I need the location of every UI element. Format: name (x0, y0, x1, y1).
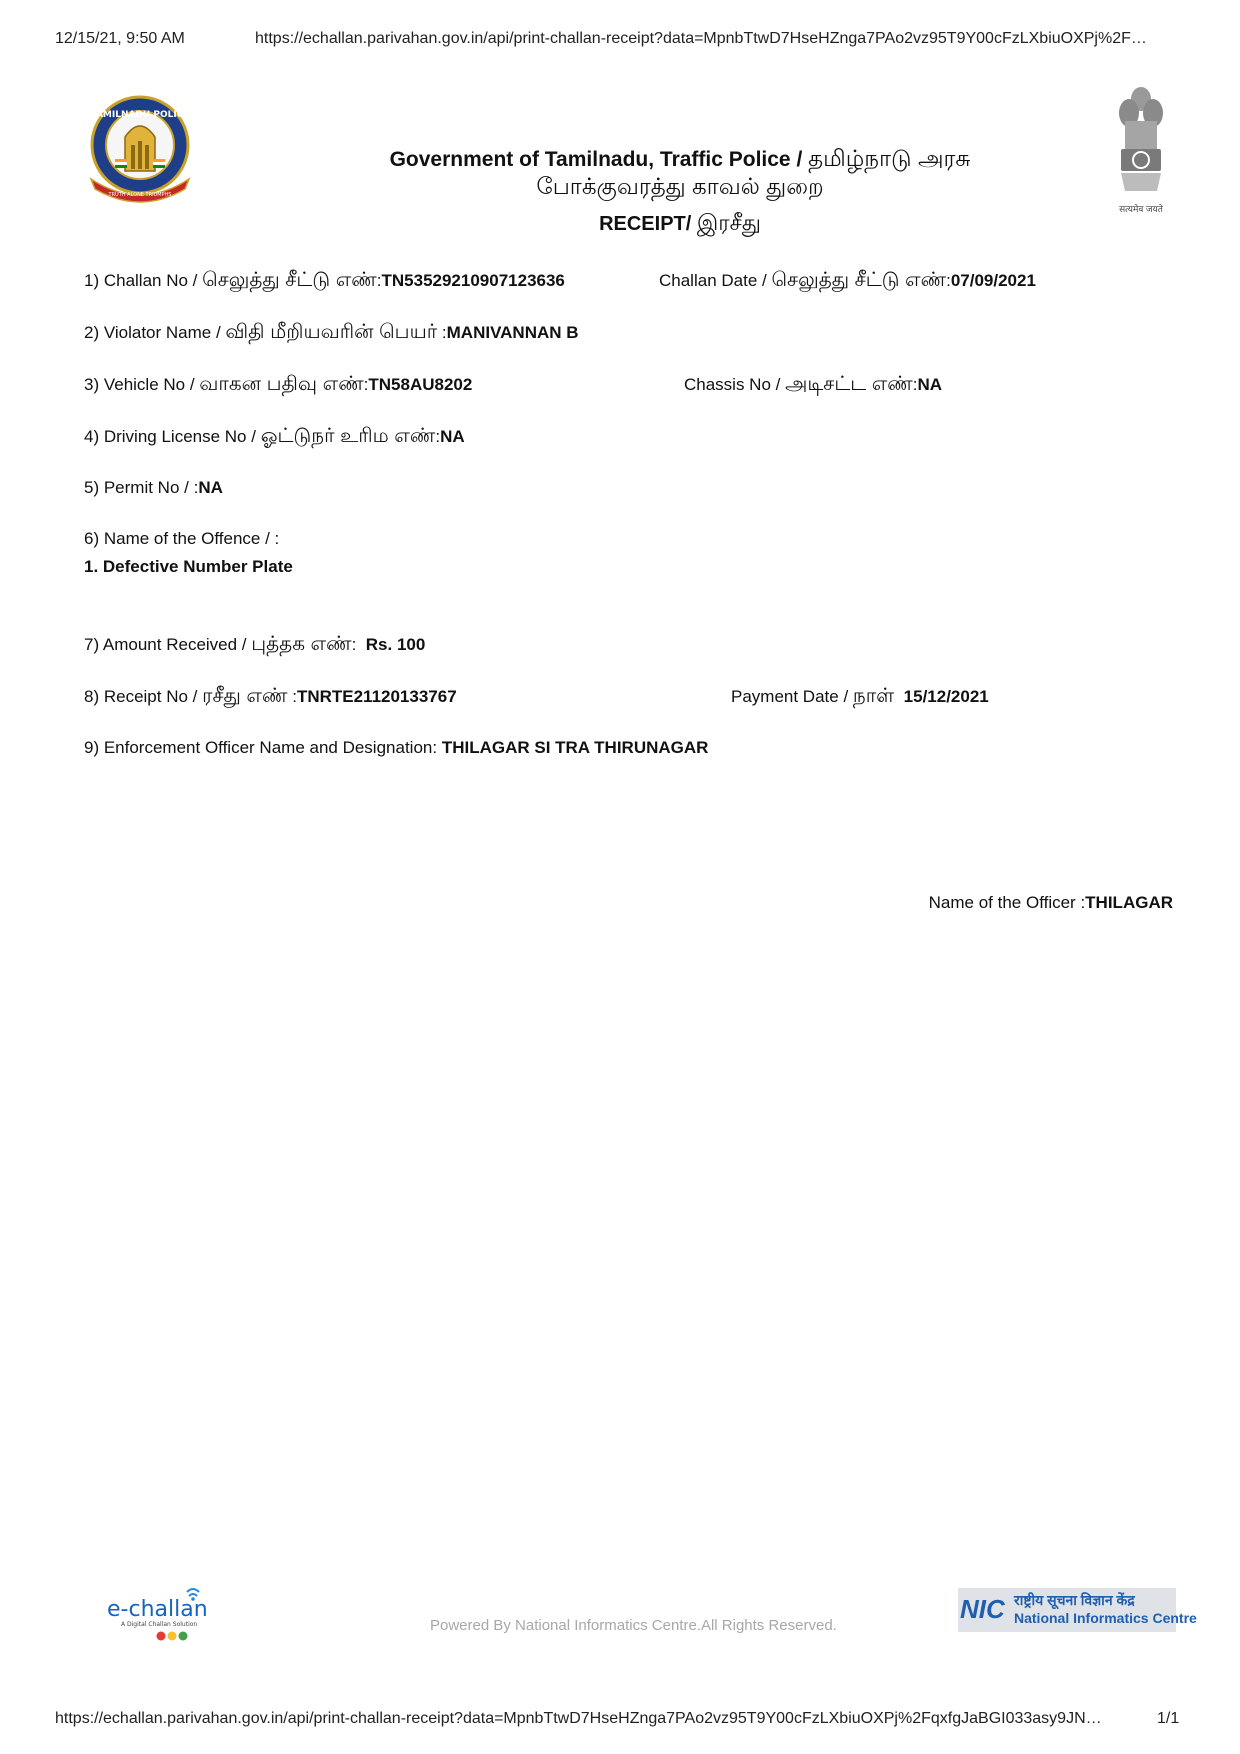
permit-value: NA (198, 478, 223, 497)
payment-date-label: Payment Date / (731, 687, 853, 706)
challan-no-label-tamil: செலுத்து சீட்டு எண் (202, 269, 377, 291)
receipt-title (330, 210, 1030, 239)
print-datetime: 12/15/21, 9:50 AM (55, 30, 185, 47)
left-logo-motto: TRUTH ALONE TRIUMPHS (108, 192, 172, 198)
amount-label-tamil: புத்தக எண் (251, 633, 352, 655)
chassis-label: Chassis No / (684, 375, 786, 394)
violator-label: 2) Violator Name / (84, 323, 226, 342)
driving-license-label-tamil: ஓட்டுநர் உரிம எண் (260, 425, 436, 447)
payment-date-row (731, 685, 989, 710)
challan-date-label: Challan Date / (659, 271, 772, 290)
page-number: 1/1 (1157, 1710, 1180, 1727)
challan-no-row: 1) Challan No / செலுத்து சீட்டு எண்:TN53529210907123636 (84, 269, 565, 291)
echallan-logo-text: e-challan (107, 1597, 208, 1622)
heading-english: Government of Tamilnadu, Traffic Police / (389, 148, 809, 171)
amount-label: 7) Amount Received / (84, 635, 252, 654)
officer-signature-label: Name of the Officer : (928, 893, 1086, 912)
print-url: https://echallan.parivahan.gov.in/api/print-challan-receipt?data=MpnbTtwD7HseHZnga7PAo2vz95T9Y00cFzLXbiuOXPj%2F… (255, 30, 1147, 47)
officer-signature-value: THILAGAR (1085, 893, 1173, 912)
driving-license-row: 4) Driving License No / ஓட்டுநர் உரிம எண்:NA (84, 425, 465, 447)
offence-label: 6) Name of the Offence / : (84, 529, 280, 548)
officer-row (84, 738, 708, 758)
challan-date-row: Challan Date / செலுத்து சீட்டு எண்:07/09/2021 (659, 269, 1036, 291)
violator-row: 2) Violator Name / விதி மீறியவரின் பெயர் :MANIVANNAN B (84, 321, 579, 343)
vehicle-row: 3) Vehicle No / வாகன பதிவு எண்:TN58AU8202 (84, 373, 473, 395)
tamilnadu-police-logo (85, 93, 195, 203)
challan-no-value: TN53529210907123636 (381, 271, 565, 290)
amount-row: 7) Amount Received / புத்தக எண்: Rs. 100 (84, 633, 426, 655)
print-footer-url: https://echallan.parivahan.gov.in/api/print-challan-receipt?data=MpnbTtwD7HseHZnga7PAo2vz95T9Y00cFzLXbiuOXPj%2FqxfgJaBGI033asy9JN… (55, 1710, 1102, 1727)
echallan-logo (105, 1586, 215, 1648)
vehicle-label-tamil: வாகன பதிவு எண் (199, 373, 364, 395)
echallan-tagline: A Digital Challan Solution (121, 1621, 198, 1628)
heading-tamil-1: தமிழ்நாடு அரசு (808, 145, 971, 171)
receipt-no-label: 8) Receipt No / (84, 687, 203, 706)
nic-hindi: राष्ट्रीय सूचना विज्ञान केंद्र (1014, 1592, 1135, 1608)
emblem-motto: सत्यमेव जयते (1119, 204, 1163, 214)
receipt-title-tamil: இரசீது (696, 210, 761, 235)
chassis-label-tamil: அடிசட்ட எண் (785, 373, 913, 395)
challan-no-label: 1) Challan No / (84, 271, 203, 290)
offence-value: 1. Defective Number Plate (84, 557, 293, 576)
payment-date-value: 15/12/2021 (903, 687, 989, 706)
receipt-no-label-tamil: ரசீது எண் (202, 685, 288, 707)
heading-line-2: போக்குவரத்து காவல் துறை (536, 173, 824, 199)
vehicle-label: 3) Vehicle No / (84, 375, 200, 394)
challan-date-label-tamil: செலுத்து சீட்டு எண் (771, 269, 947, 291)
permit-row (84, 478, 223, 498)
national-emblem-logo (1113, 83, 1169, 213)
left-logo-text: TAMILNADU POLICE (90, 110, 190, 120)
payment-date-label-tamil: நாள் (852, 685, 895, 707)
nic-mark: NIC (960, 1594, 1005, 1624)
receipt-no-value: TNRTE21120133767 (296, 687, 457, 706)
heading-line-1 (330, 145, 1030, 175)
chassis-value: NA (917, 375, 943, 394)
vehicle-value: TN58AU8202 (368, 375, 473, 394)
violator-label-tamil: விதி மீறியவரின் பெயர் (225, 321, 438, 343)
permit-label: 5) Permit No / : (84, 478, 199, 497)
nic-english: National Informatics Centre (1014, 1610, 1197, 1626)
chassis-row: Chassis No / அடிசட்ட எண்:NA (684, 373, 943, 395)
officer-value: THILAGAR SI TRA THIRUNAGAR (441, 738, 709, 757)
officer-signature (929, 893, 1173, 913)
challan-date-value: 07/09/2021 (950, 271, 1036, 290)
receipt-no-row: 8) Receipt No / ரசீது எண் :TNRTE21120133767 (84, 685, 457, 707)
amount-value: Rs. 100 (365, 635, 426, 654)
violator-value: MANIVANNAN B (446, 323, 579, 342)
driving-license-value: NA (440, 427, 465, 446)
officer-label: 9) Enforcement Officer Name and Designation: (84, 738, 442, 757)
receipt-title-english: RECEIPT/ (599, 213, 697, 235)
powered-by-text: Powered By National Informatics Centre.All Rights Reserved. (430, 1617, 837, 1634)
driving-license-label: 4) Driving License No / (84, 427, 261, 446)
nic-logo (958, 1588, 1197, 1632)
